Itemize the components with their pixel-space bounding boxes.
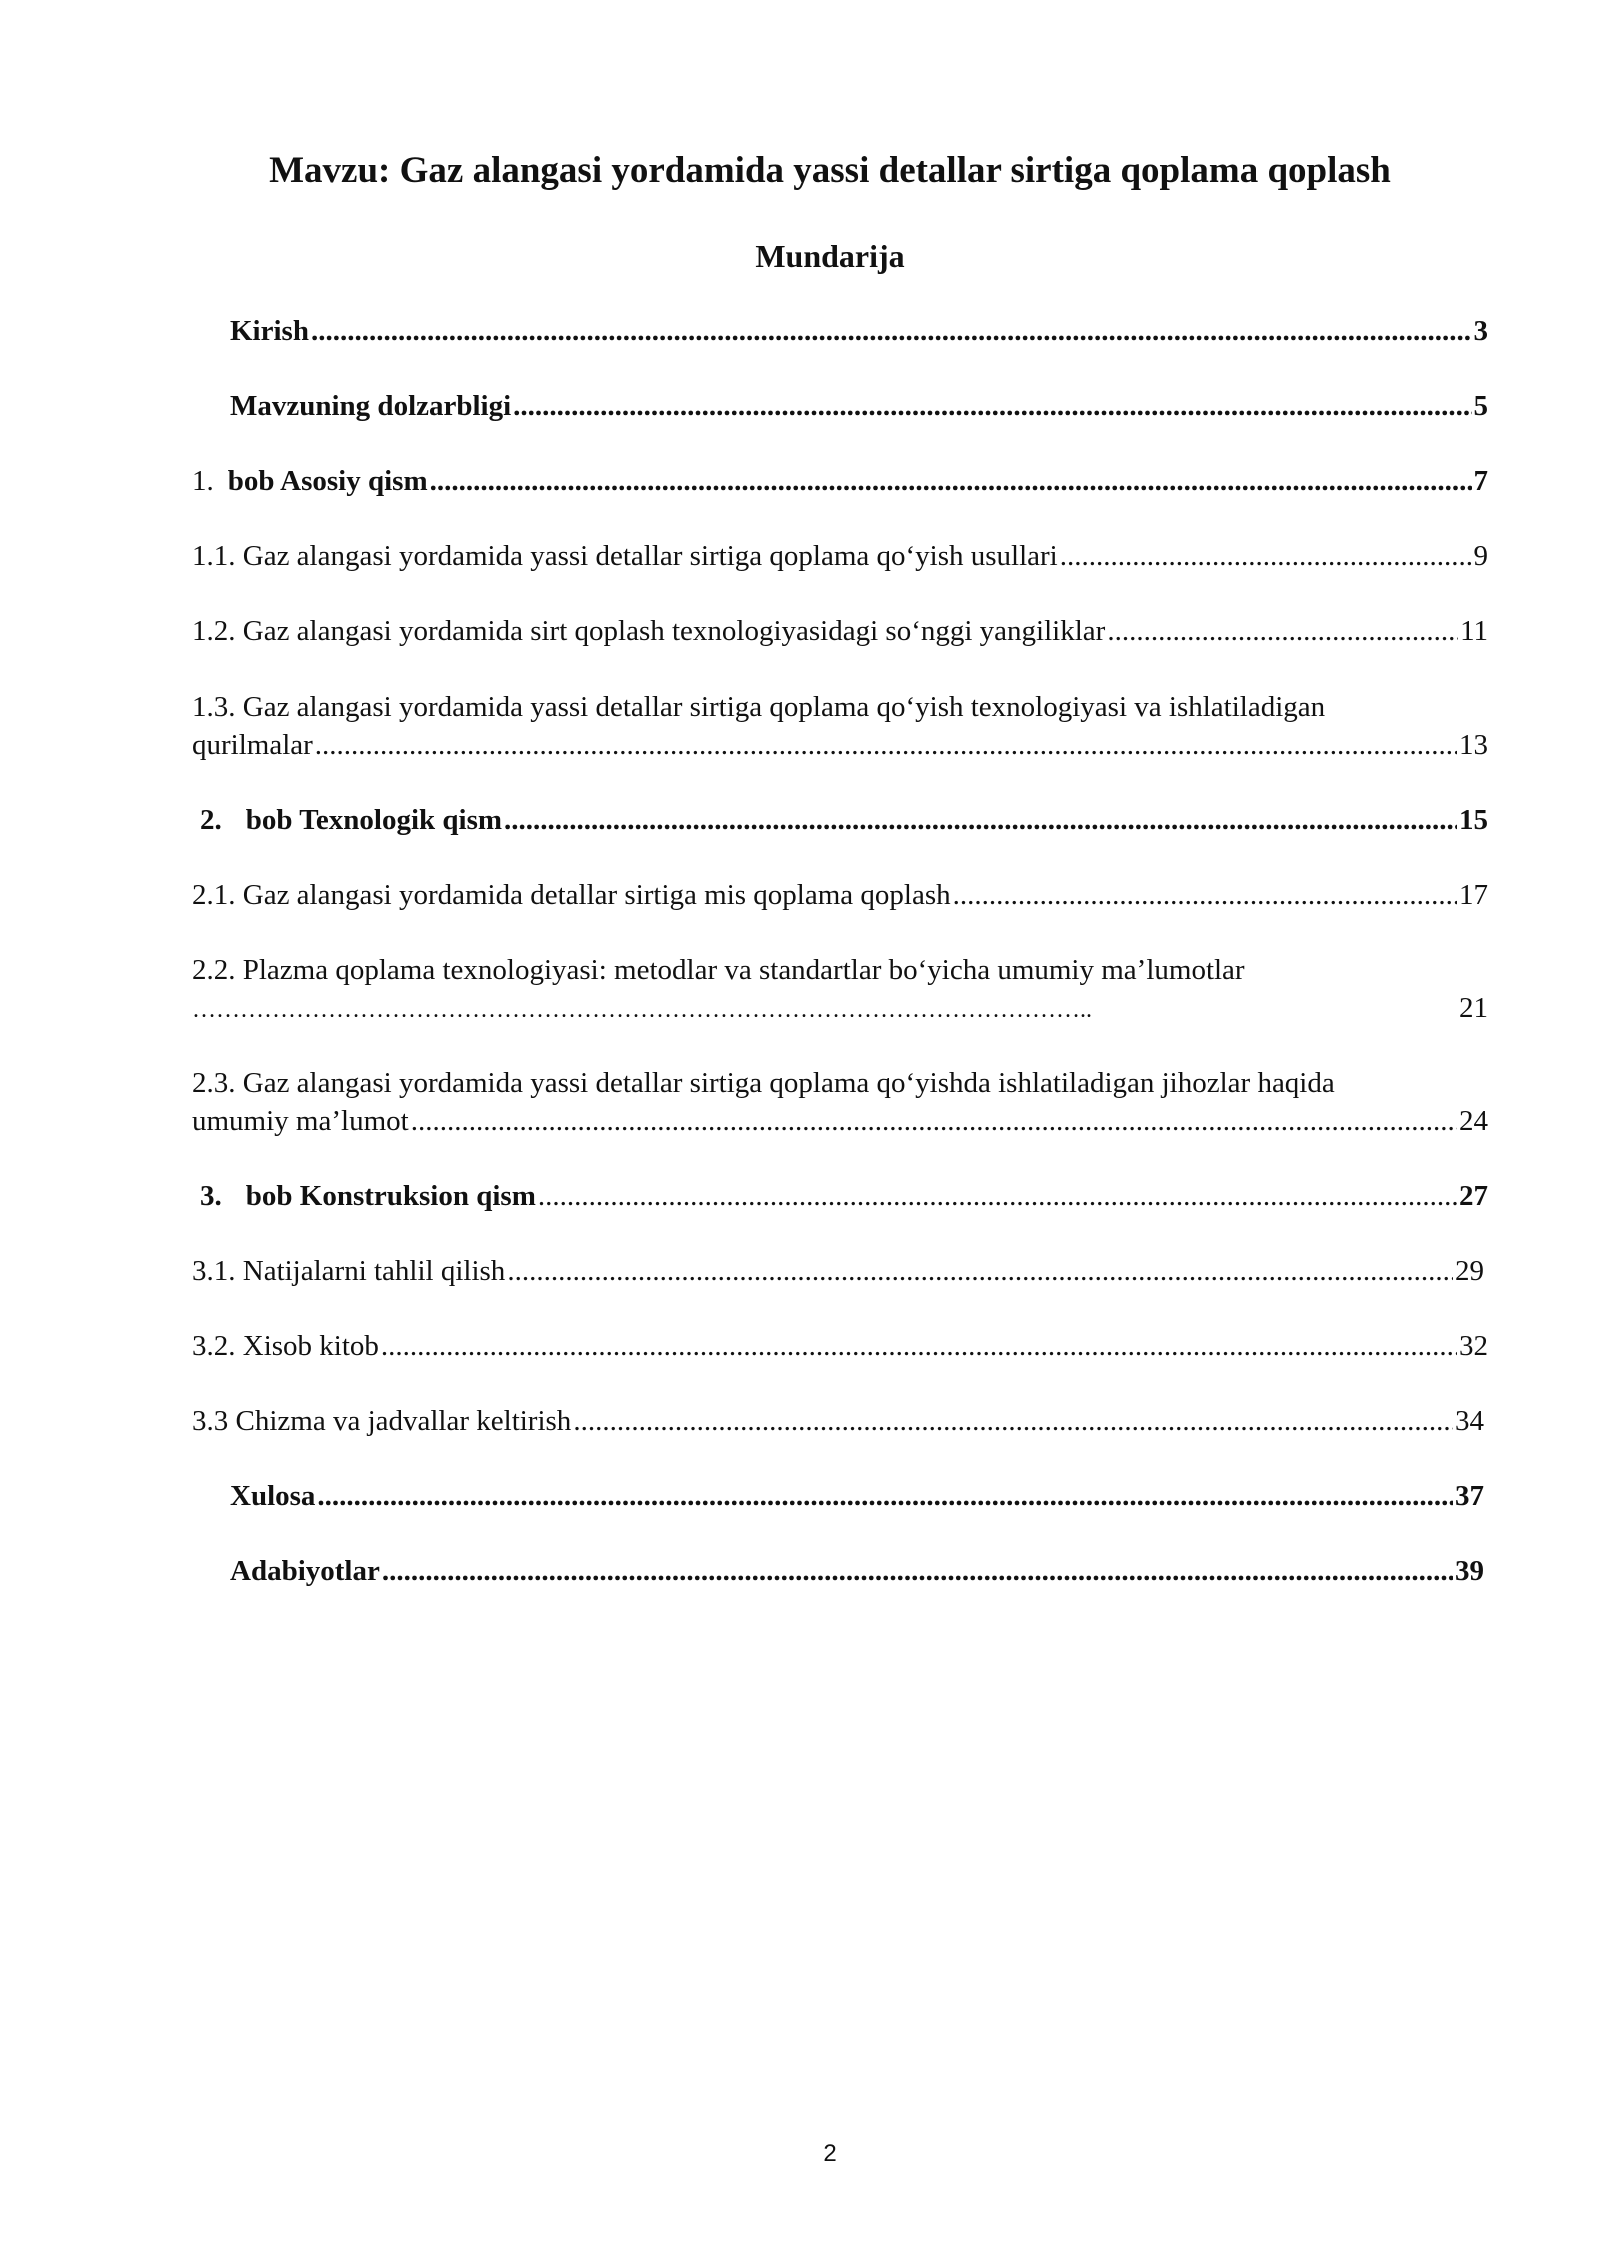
toc-page-number: 27 bbox=[1459, 1180, 1488, 1212]
toc-leader bbox=[504, 801, 1457, 839]
toc-entry-2-1[interactable] bbox=[192, 876, 1488, 914]
toc-leader bbox=[573, 1402, 1453, 1440]
toc-entry-xulosa[interactable] bbox=[230, 1477, 1484, 1515]
document-title: Mavzu: Gaz alangasi yordamida yassi detallar sirtiga qoplama qoplash bbox=[269, 150, 1391, 191]
toc-label: 1.1. Gaz alangasi yordamida yassi detallar sirtiga qoplama qo‘yish usullari bbox=[192, 540, 1058, 572]
toc-entry-2-2[interactable] bbox=[192, 989, 1488, 1029]
toc-page-number: 17 bbox=[1459, 879, 1488, 911]
toc-chapter-number: 2. bbox=[200, 804, 222, 836]
toc-leader bbox=[513, 387, 1471, 425]
toc-page-number: 21 bbox=[1459, 992, 1488, 1024]
toc-entry-adabiyotlar[interactable] bbox=[230, 1552, 1484, 1590]
toc-label: umumiy ma’lumot bbox=[192, 1105, 409, 1137]
toc-label: 3.1. Natijalarni tahlil qilish bbox=[192, 1255, 506, 1287]
toc-leader bbox=[311, 312, 1472, 350]
toc-label: 2.1. Gaz alangasi yordamida detallar sirtiga mis qoplama qoplash bbox=[192, 879, 951, 911]
toc-page-number: 7 bbox=[1473, 465, 1488, 497]
toc-label: Adabiyotlar bbox=[230, 1555, 380, 1587]
toc-entry-2-2-line-1[interactable]: 2.2. Plazma qoplama texnologiyasi: metodlar va standartlar bo‘yicha umumiy ma’lumotlar bbox=[192, 954, 1245, 986]
toc-label: Xulosa bbox=[230, 1480, 316, 1512]
toc-page-number: 9 bbox=[1473, 540, 1488, 572]
toc-entry-bob-3[interactable] bbox=[200, 1177, 1488, 1215]
toc-leader bbox=[381, 1327, 1457, 1365]
toc-label: bob Texnologik qism bbox=[245, 804, 503, 836]
contents-heading: Mundarija bbox=[755, 238, 905, 274]
toc-leader bbox=[953, 876, 1457, 914]
toc-page-number: 5 bbox=[1473, 390, 1488, 422]
toc-page-number: 11 bbox=[1460, 615, 1488, 647]
toc-entry-2-3-line-1[interactable]: 2.3. Gaz alangasi yordamida yassi detallar sirtiga qoplama qo‘yishda ishlatiladigan jihozlar haqida bbox=[192, 1067, 1335, 1099]
toc-leader bbox=[507, 1252, 1453, 1290]
toc-entry-1-3[interactable] bbox=[192, 726, 1488, 764]
toc-leader-text: ………………………………………………………………………………………………….. bbox=[192, 997, 1092, 1023]
toc-entry-1-3-line-1[interactable]: 1.3. Gaz alangasi yordamida yassi detallar sirtiga qoplama qo‘yish texnologiyasi va ishlatiladigan bbox=[192, 691, 1326, 723]
toc-chapter-number: 1. bbox=[192, 465, 214, 497]
toc-leader bbox=[411, 1102, 1457, 1140]
toc-page-number: 34 bbox=[1455, 1405, 1484, 1437]
toc-label: bob Konstruksion qism bbox=[245, 1180, 536, 1212]
toc-leader bbox=[538, 1177, 1457, 1215]
toc-label: qurilmalar bbox=[192, 729, 313, 761]
toc-entry-kirish[interactable] bbox=[230, 312, 1488, 350]
toc-page-number: 3 bbox=[1473, 315, 1488, 347]
page-number: 2 bbox=[823, 2140, 837, 2167]
toc-leader bbox=[315, 726, 1457, 764]
toc-entry-1-1[interactable] bbox=[192, 537, 1488, 575]
toc-entry-bob-1[interactable] bbox=[192, 462, 1488, 500]
toc-page-number: 32 bbox=[1459, 1330, 1488, 1362]
toc-page-number: 37 bbox=[1455, 1480, 1484, 1512]
toc-leader bbox=[1107, 612, 1458, 650]
toc-leader bbox=[1060, 537, 1472, 575]
toc-entry-dolzarbligi[interactable] bbox=[230, 387, 1488, 425]
toc-entry-2-3[interactable] bbox=[192, 1102, 1488, 1140]
toc-label: 3.3 Chizma va jadvallar keltirish bbox=[192, 1405, 572, 1437]
toc-page-number: 39 bbox=[1455, 1555, 1484, 1587]
toc-entry-3-1[interactable] bbox=[192, 1252, 1484, 1290]
toc-entry-3-3[interactable] bbox=[192, 1402, 1484, 1440]
toc-page-number: 29 bbox=[1455, 1255, 1484, 1287]
toc-leader bbox=[382, 1552, 1453, 1590]
toc-leader bbox=[317, 1477, 1453, 1515]
toc-entry-3-2[interactable] bbox=[192, 1327, 1488, 1365]
toc-chapter-number: 3. bbox=[200, 1180, 222, 1212]
toc-page-number: 24 bbox=[1459, 1105, 1488, 1137]
toc-entry-1-2[interactable] bbox=[192, 612, 1488, 650]
toc-entry-bob-2[interactable] bbox=[200, 801, 1488, 839]
toc-page-number: 13 bbox=[1459, 729, 1488, 761]
toc-label: 3.2. Xisob kitob bbox=[192, 1330, 379, 1362]
toc-leader bbox=[430, 462, 1472, 500]
toc-page-number: 15 bbox=[1459, 804, 1488, 836]
toc-label: Mavzuning dolzarbligi bbox=[230, 390, 512, 422]
toc-label: Kirish bbox=[230, 315, 309, 347]
toc-label: 1.2. Gaz alangasi yordamida sirt qoplash texnologiyasidagi so‘nggi yangiliklar bbox=[192, 615, 1106, 647]
toc-label: bob Asosiy qism bbox=[227, 465, 428, 497]
